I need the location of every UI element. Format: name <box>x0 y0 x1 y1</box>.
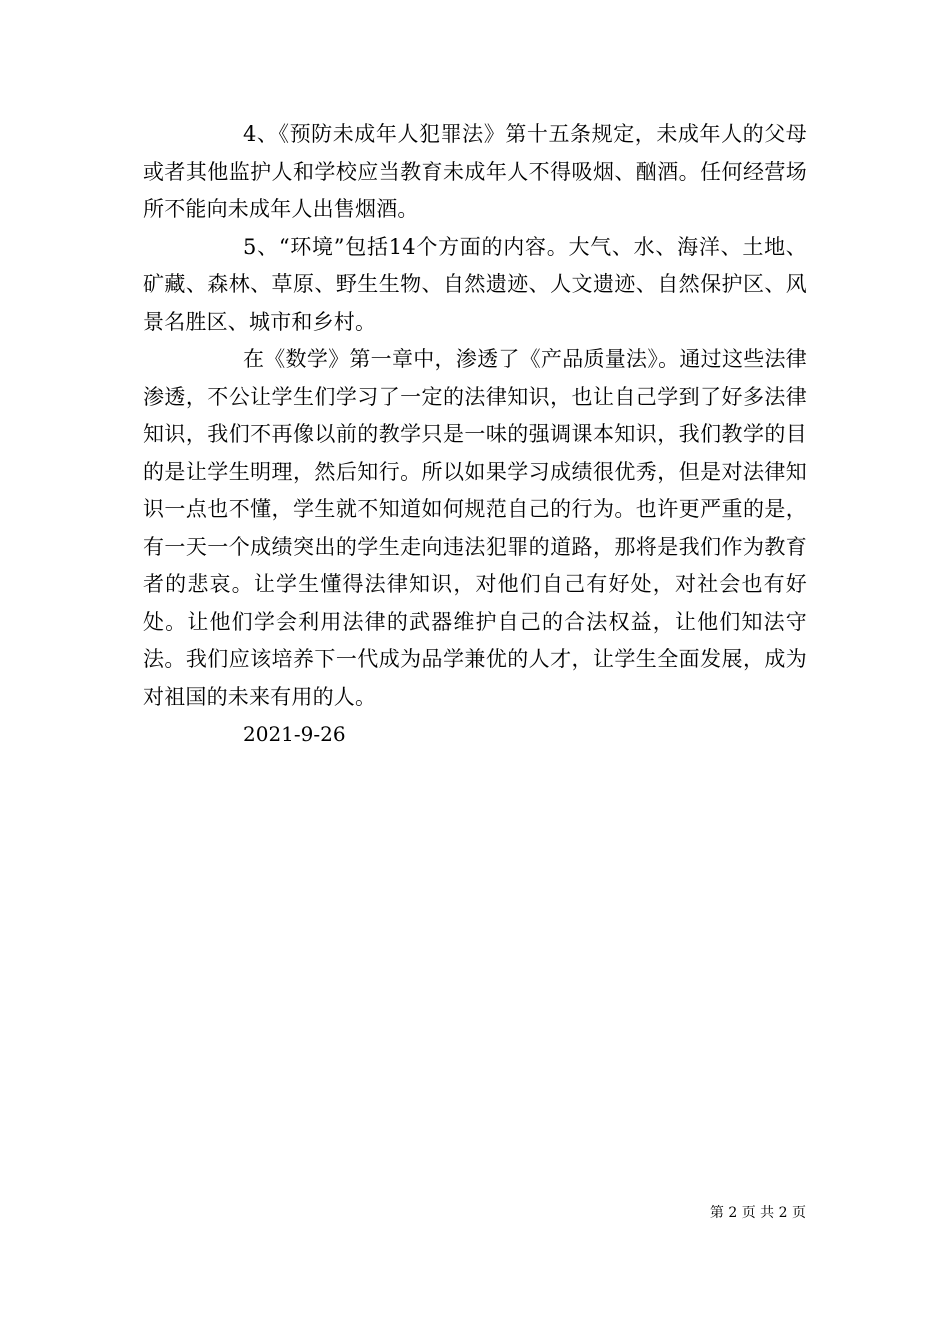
page-number-footer: 第 2 页 共 2 页 <box>709 1205 806 1221</box>
paragraph-item-5: 5、“环境”包括14个方面的内容。大气、水、海洋、土地、矿藏、森林、草原、野生生物、自然遗迹、人文遗迹、自然保护区、风景名胜区、城市和乡村。 <box>143 234 807 334</box>
paragraph-item-4: 4、《预防未成年人犯罪法》第十五条规定，未成年人的父母或者其他监护人和学校应当教育未成年人不得吸烟、酗酒。任何经营场所不能向未成年人出售烟酒。 <box>143 122 807 221</box>
document-date: 2021-9-26 <box>243 722 346 746</box>
paragraph-conclusion: 在《数学》第一章中，渗透了《产品质量法》。通过这些法律渗透，不公让学生们学习了一定的法律知识，也让自己学到了好多法律知识，我们不再像以前的教学只是一味的强调课本知识，我们教学的目的是让学生明理，然后知行。所以如果学习成绩很优秀，但是对法律知识一点也不懂，学生就不知道如何规范自己的行为。也许更严重的是，有一天一个成绩突出的学生走向违法犯罪的道路，那将是我们作为教育者的悲哀。让学生懂得法律知识，对他们自己有好处，对社会也有好处。让他们学会利用法律的武器维护自己的合法权益，让他们知法守法。我们应该培养下一代成为品学兼优的人才，让学生全面发展，成为对祖国的未来有用的人。 <box>143 347 807 709</box>
document-body <box>143 116 807 754</box>
